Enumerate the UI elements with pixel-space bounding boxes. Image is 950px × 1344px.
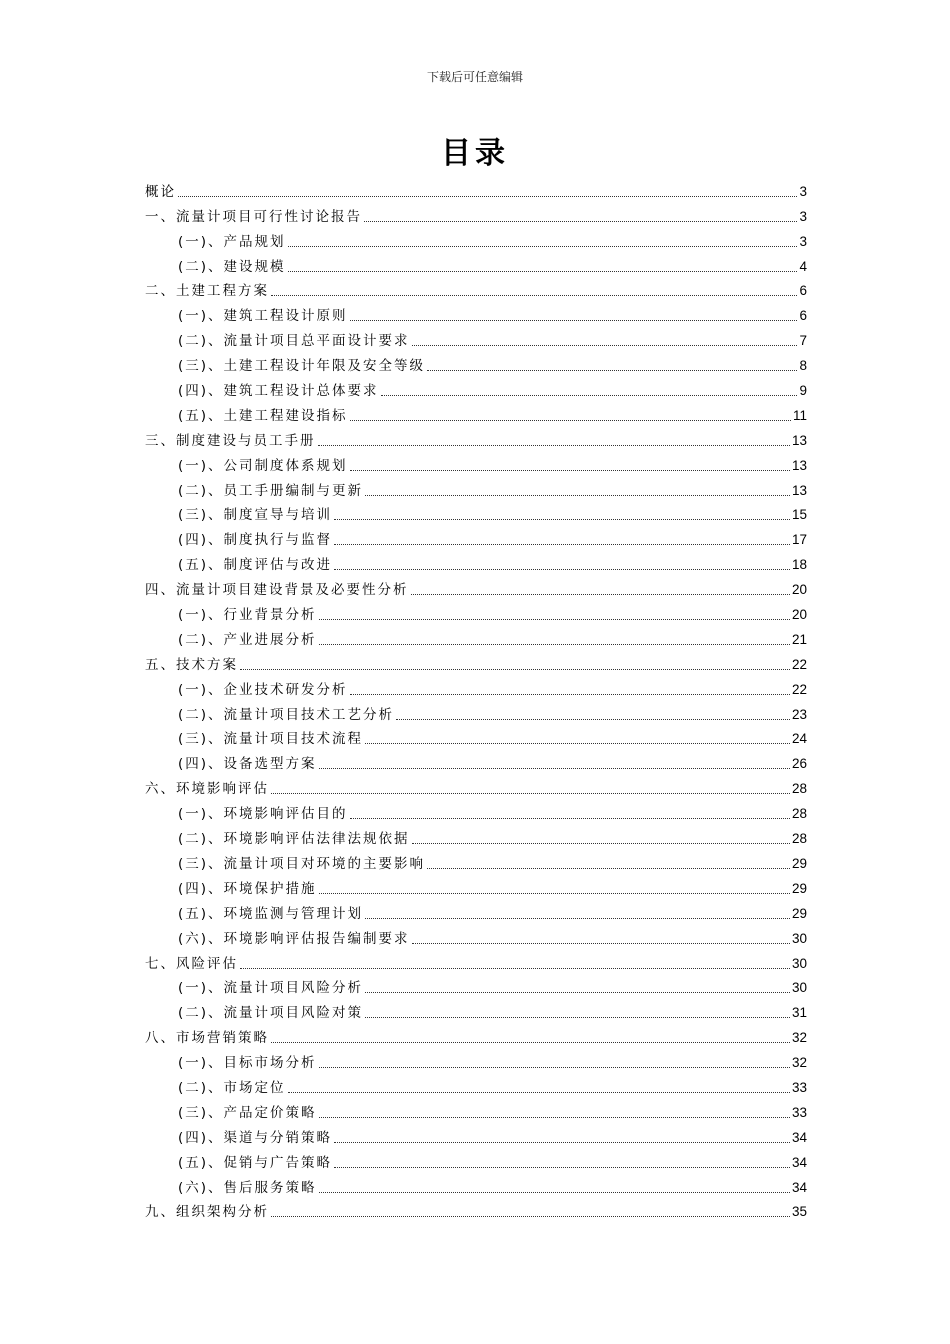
toc-entry-title: (四)、设备选型方案 <box>178 756 317 773</box>
toc-entry-title: (二)、环境影响评估法律法规依据 <box>178 831 410 848</box>
dot-leader <box>319 892 790 894</box>
toc-entry-page-number: 34 <box>791 1179 807 1195</box>
toc-entry-page-number: 33 <box>791 1079 807 1095</box>
dot-leader <box>412 344 798 346</box>
toc-entry-title: (二)、市场定位 <box>178 1079 286 1096</box>
dot-leader <box>271 1041 790 1043</box>
toc-entry-page-number: 4 <box>799 258 807 274</box>
toc-entry-page-number: 3 <box>799 183 807 199</box>
toc-entry-page-number: 26 <box>791 756 807 772</box>
toc-entry[interactable] <box>145 549 807 574</box>
dot-leader <box>411 593 790 595</box>
header-note: 下载后可任意编辑 <box>426 70 523 84</box>
toc-entry-title: 二、土建工程方案 <box>145 283 269 300</box>
toc-entry-page-number: 11 <box>792 407 807 423</box>
dot-leader <box>288 1091 790 1093</box>
toc-entry-title: 四、流量计项目建设背景及必要性分析 <box>145 582 409 599</box>
toc-entry-page-number: 24 <box>791 731 807 747</box>
toc-entry-page-number: 22 <box>791 681 807 697</box>
toc-entry[interactable] <box>145 599 807 624</box>
dot-leader <box>319 1191 790 1193</box>
toc-entry[interactable] <box>145 251 807 276</box>
dot-leader <box>334 568 790 570</box>
dot-leader <box>319 1116 790 1118</box>
toc-entry-page-number: 8 <box>799 358 807 374</box>
toc-entry-page-number: 13 <box>791 432 807 448</box>
toc-entry-title: (二)、流量计项目总平面设计要求 <box>178 333 410 350</box>
dot-leader <box>365 494 790 496</box>
toc-entry-page-number: 33 <box>791 1104 807 1120</box>
toc-entry-title: (二)、员工手册编制与更新 <box>178 482 364 499</box>
dot-leader <box>412 842 790 844</box>
toc-entry-page-number: 30 <box>791 980 807 996</box>
dot-leader <box>350 693 790 695</box>
toc-entry-title: (四)、建筑工程设计总体要求 <box>178 383 379 400</box>
toc-entry[interactable] <box>145 674 807 699</box>
toc-entry[interactable] <box>145 823 807 848</box>
dot-leader <box>319 618 790 620</box>
toc-entry[interactable] <box>145 1122 807 1147</box>
toc-entry[interactable] <box>145 1147 807 1172</box>
toc-entry-page-number: 7 <box>799 333 807 349</box>
dot-leader <box>365 991 790 993</box>
toc-entry-title: (三)、流量计项目技术流程 <box>178 731 364 748</box>
toc-entry[interactable] <box>145 848 807 873</box>
dot-leader <box>427 369 797 371</box>
dot-leader <box>271 294 797 296</box>
dot-leader <box>178 195 797 197</box>
toc-entry-title: (五)、促销与广告策略 <box>178 1154 333 1171</box>
toc-entry-page-number: 34 <box>791 1154 807 1170</box>
dot-leader <box>334 1166 790 1168</box>
toc-entry[interactable] <box>145 350 807 375</box>
toc-entry[interactable] <box>145 475 807 500</box>
toc-entry-page-number: 15 <box>791 507 807 523</box>
toc-entry-title: (四)、制度执行与监督 <box>178 532 333 549</box>
toc-entry-title: (五)、制度评估与改进 <box>178 557 333 574</box>
dot-leader <box>319 643 790 645</box>
toc-entry-title: (三)、流量计项目对环境的主要影响 <box>178 855 426 872</box>
toc-entry-title: (六)、售后服务策略 <box>178 1179 317 1196</box>
toc-entry-title: (六)、环境影响评估报告编制要求 <box>178 930 410 947</box>
dot-leader <box>240 668 790 670</box>
dot-leader <box>288 245 798 247</box>
toc-entry[interactable] <box>145 997 807 1022</box>
toc-entry-page-number: 3 <box>799 208 807 224</box>
toc-entry-page-number: 29 <box>791 905 807 921</box>
toc-entry[interactable] <box>145 176 807 201</box>
dot-leader <box>350 319 798 321</box>
toc-entry-title: 八、市场营销策略 <box>145 1030 269 1047</box>
toc-entry-title: (一)、流量计项目风险分析 <box>178 980 364 997</box>
toc-entry[interactable] <box>145 226 807 251</box>
dot-leader <box>381 394 798 396</box>
toc-entry-page-number: 28 <box>791 781 807 797</box>
toc-entry-page-number: 6 <box>799 283 807 299</box>
toc-entry[interactable] <box>145 276 807 301</box>
toc-entry-page-number: 28 <box>791 806 807 822</box>
table-of-contents <box>145 176 807 1221</box>
dot-leader <box>350 419 791 421</box>
toc-entry-title: 三、制度建设与员工手册 <box>145 432 316 449</box>
toc-entry-page-number: 23 <box>791 706 807 722</box>
page-title: 目录 <box>441 136 509 171</box>
dot-leader <box>350 817 790 819</box>
dot-leader <box>365 917 790 919</box>
dot-leader <box>271 792 790 794</box>
toc-entry[interactable] <box>145 923 807 948</box>
toc-entry[interactable] <box>145 624 807 649</box>
toc-entry[interactable] <box>145 325 807 350</box>
toc-entry[interactable] <box>145 1172 807 1197</box>
toc-entry-page-number: 29 <box>791 855 807 871</box>
dot-leader <box>319 1066 790 1068</box>
toc-entry[interactable] <box>145 450 807 475</box>
toc-entry-title: 九、组织架构分析 <box>145 1204 269 1221</box>
dot-leader <box>396 718 790 720</box>
dot-leader <box>412 942 790 944</box>
dot-leader <box>365 742 790 744</box>
toc-entry-title: (四)、渠道与分销策略 <box>178 1129 333 1146</box>
toc-entry[interactable] <box>145 748 807 773</box>
toc-entry[interactable] <box>145 425 807 450</box>
toc-entry-page-number: 20 <box>791 607 807 623</box>
toc-entry[interactable] <box>145 1047 807 1072</box>
dot-leader <box>364 220 797 222</box>
dot-leader <box>365 1016 790 1018</box>
toc-entry-page-number: 29 <box>791 880 807 896</box>
toc-entry-title: (一)、行业背景分析 <box>178 607 317 624</box>
toc-entry-page-number: 17 <box>791 532 807 548</box>
toc-entry-page-number: 32 <box>791 1055 807 1071</box>
toc-entry[interactable] <box>145 948 807 973</box>
toc-entry-title: (五)、环境监测与管理计划 <box>178 905 364 922</box>
toc-entry[interactable] <box>145 1072 807 1097</box>
toc-entry[interactable] <box>145 500 807 525</box>
dot-leader <box>240 967 790 969</box>
toc-entry-title: (一)、建筑工程设计原则 <box>178 308 348 325</box>
toc-entry-page-number: 31 <box>791 1005 807 1021</box>
toc-entry-page-number: 32 <box>791 1030 807 1046</box>
toc-entry-page-number: 18 <box>791 557 807 573</box>
toc-entry[interactable] <box>145 1022 807 1047</box>
toc-entry[interactable] <box>145 300 807 325</box>
toc-entry-page-number: 13 <box>791 457 807 473</box>
toc-entry-title: 七、风险评估 <box>145 955 238 972</box>
dot-leader <box>271 1215 790 1217</box>
dot-leader <box>334 1141 790 1143</box>
toc-entry-title: (三)、土建工程设计年限及安全等级 <box>178 358 426 375</box>
toc-entry[interactable] <box>145 724 807 749</box>
toc-entry-title: (四)、环境保护措施 <box>178 880 317 897</box>
toc-entry-page-number: 21 <box>791 631 807 647</box>
toc-entry-title: (二)、产业进展分析 <box>178 631 317 648</box>
toc-entry-page-number: 9 <box>799 383 807 399</box>
toc-entry-page-number: 22 <box>791 656 807 672</box>
toc-entry-title: (一)、企业技术研发分析 <box>178 681 348 698</box>
toc-entry[interactable] <box>145 400 807 425</box>
dot-leader <box>288 270 798 272</box>
toc-entry-title: (一)、目标市场分析 <box>178 1055 317 1072</box>
toc-entry-title: (五)、土建工程建设指标 <box>178 407 348 424</box>
toc-entry[interactable] <box>145 873 807 898</box>
toc-entry-title: (三)、产品定价策略 <box>178 1104 317 1121</box>
toc-entry-title: 六、环境影响评估 <box>145 781 269 798</box>
toc-entry-title: (二)、流量计项目技术工艺分析 <box>178 706 395 723</box>
toc-entry[interactable] <box>145 699 807 724</box>
toc-entry[interactable] <box>145 574 807 599</box>
toc-entry-title: 五、技术方案 <box>145 656 238 673</box>
toc-entry-title: (二)、建设规模 <box>178 258 286 275</box>
toc-entry-page-number: 3 <box>799 233 807 249</box>
toc-entry[interactable] <box>145 973 807 998</box>
toc-entry-page-number: 13 <box>791 482 807 498</box>
toc-entry[interactable] <box>145 798 807 823</box>
toc-entry-title: (一)、环境影响评估目的 <box>178 806 348 823</box>
dot-leader <box>318 444 790 446</box>
toc-entry[interactable] <box>145 649 807 674</box>
toc-entry[interactable] <box>145 375 807 400</box>
toc-entry-title: (一)、产品规划 <box>178 233 286 250</box>
toc-entry-page-number: 6 <box>799 308 807 324</box>
toc-entry-page-number: 20 <box>791 582 807 598</box>
dot-leader <box>334 518 790 520</box>
toc-entry-title: 一、流量计项目可行性讨论报告 <box>145 208 362 225</box>
dot-leader <box>334 543 790 545</box>
dot-leader <box>350 469 790 471</box>
toc-entry[interactable] <box>145 524 807 549</box>
toc-entry-title: (一)、公司制度体系规划 <box>178 457 348 474</box>
toc-entry-page-number: 34 <box>791 1129 807 1145</box>
toc-entry-page-number: 30 <box>791 930 807 946</box>
toc-entry-page-number: 28 <box>791 831 807 847</box>
toc-entry[interactable] <box>145 1197 807 1222</box>
toc-entry[interactable] <box>145 773 807 798</box>
toc-entry-page-number: 35 <box>791 1204 807 1220</box>
dot-leader <box>427 867 790 869</box>
toc-entry-title: 概论 <box>145 183 176 200</box>
toc-entry[interactable] <box>145 201 807 226</box>
toc-entry-page-number: 30 <box>791 955 807 971</box>
toc-entry[interactable] <box>145 898 807 923</box>
toc-entry-title: (三)、制度宣导与培训 <box>178 507 333 524</box>
toc-entry[interactable] <box>145 1097 807 1122</box>
toc-entry-title: (二)、流量计项目风险对策 <box>178 1005 364 1022</box>
dot-leader <box>319 767 790 769</box>
